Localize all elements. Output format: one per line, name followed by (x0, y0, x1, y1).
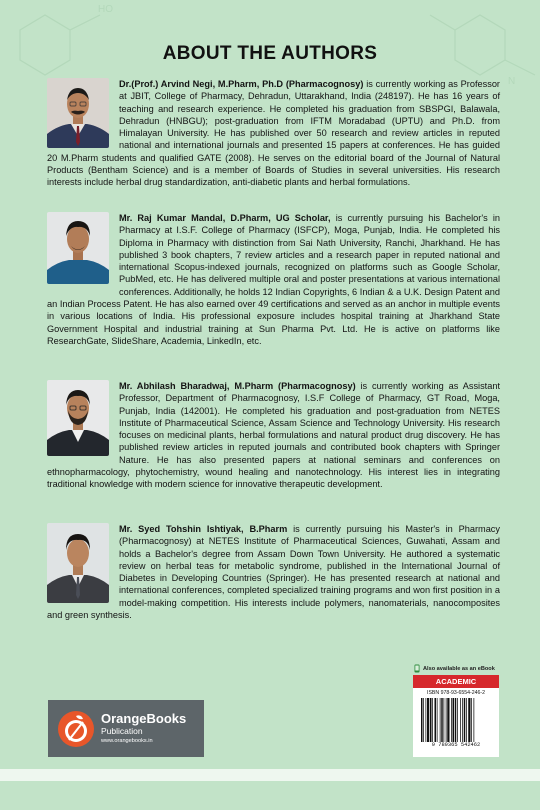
author-text-2: is currently pursuing his Bachelor's in Pharmacy at I.S.F. College of Pharmacy (ISFCP), Moga, Punjab, India. He completed his Diploma in Pharmacy with distinction from Sai Nath University, Ranchi, Jharkhand. He has published 3 book chapters, 7 review articles and a research paper in reputed national and international Scopus-indexed journals, recognized on platforms such as Google Scholar, PubMed, etc. He has delivered multiple oral and poster presentations at various international conferences. Additionally, he holds 12 Indian Copyrights, 6 Indian & a U.K. Design Patent and an Indian Process Patent. He has also earned over 49 certifications and served as an anchor in multiple events in various locations of India. His professional exposure includes hospital training at Jharkhand State Government Hospital and industrial training at Sun Pharma Pvt. Ltd. He is active on platforms like ResearchGate, SlideShare, Academia, LinkedIn, etc. (47, 213, 500, 346)
author-text-1: is currently working as Professor at JBIT, College of Pharmacy, Dehradun, Uttarakhand, India (248197). He has 16 years of teaching and research experience. He completed his graduation from SBSPGI, Balawala, Dehradun (HNBGU); post-graduation from IFTM Moradabad (UPTU) and Ph.D. from Himalayan University. He has published over 50 research and review articles in reputed national and international journals and presented 15 papers at conferences. He has guided 20 M.Pharm students and qualified GATE (2008). He serves on the editorial board of the Journal of Natural Products (Bentham Science) and is a member of Boards of Studies in several universities. His research interests include herbal drug standardization, anti-diabetic plants and herbal formulations. (47, 79, 500, 188)
publisher-logo-block (48, 700, 204, 757)
svg-text:N: N (508, 76, 516, 87)
svg-text:HO: HO (98, 4, 113, 15)
barcode-digits: 9 789365 542462 (431, 742, 481, 748)
phone-icon (414, 664, 420, 673)
author-bio-4 (47, 523, 500, 621)
author-photo-4 (47, 523, 109, 603)
section-title: ABOUT THE AUTHORS (162, 43, 378, 64)
ebook-label: Also available as an eBook (423, 665, 495, 672)
bottom-strip (0, 769, 540, 781)
barcode (419, 698, 493, 742)
author-name-2: Mr. Raj Kumar Mandal, D.Pharm, UG Scholar, (119, 213, 331, 223)
author-bio-2 (47, 212, 500, 347)
author-name-4: Mr. Syed Tohshin Ishtiyak, B.Pharm (119, 524, 288, 534)
category-band: ACADEMIC (413, 675, 499, 688)
ebook-availability (414, 664, 495, 673)
author-bio-3 (47, 380, 500, 491)
author-name-3: Mr. Abhilash Bharadwaj, M.Pharm (Pharmacognosy) (119, 381, 356, 391)
orange-logo-icon (57, 710, 95, 748)
isbn-text: ISBN 978-93-6554-246-2 (427, 690, 485, 696)
author-photo-3 (47, 380, 109, 456)
barcode-block (413, 675, 499, 757)
author-photo-1 (47, 78, 109, 148)
publisher-url: www.orangebooks.in (101, 738, 153, 744)
author-text-3: is currently working as Assistant Professor, Department of Pharmacognosy, I.S.F College of Pharmacy, GT Road, Moga, Punjab, India (142001). He completed his graduation and post-graduation from NETES Institute of Pharmaceutical Science, Assam Science and Technology University. His research focuses on medicinal plants, herbal formulations and natural product drug discovery. He has published review articles in reputed journals and contributed book chapters with Springer Nature. He has also presented papers at national seminars and conferences on ethnopharmacology, phytochemistry, wound healing and nanotechnology. His interest lies in integrating traditional knowledge with modern science for innovative therapeutic development. (47, 381, 500, 490)
publisher-subtitle: Publication (101, 726, 143, 736)
author-name-1: Dr.(Prof.) Arvind Negi, M.Pharm, Ph.D (Pharmacognosy) (119, 79, 364, 89)
author-text-4: is currently pursuing his Master's in Pharmacy (Pharmacognosy) at NETES Institute of Pharmaceutical Sciences, Guwahati, Assam and holds a Bachelor's degree from Assam Down Town University. He authored a systematic review on herbal teas for metabolic syndrome, published in the International Journal of Diabetes in Developing Countries (Springer). He has presented research at national and international conferences, completed specialized training programs and won first position in a model-making competition. His interests include polymers, nanomaterials, nanocomposites and green synthesis. (47, 524, 500, 621)
publisher-name: OrangeBooks (101, 711, 187, 726)
author-photo-2 (47, 212, 109, 284)
author-bio-1 (47, 78, 500, 189)
